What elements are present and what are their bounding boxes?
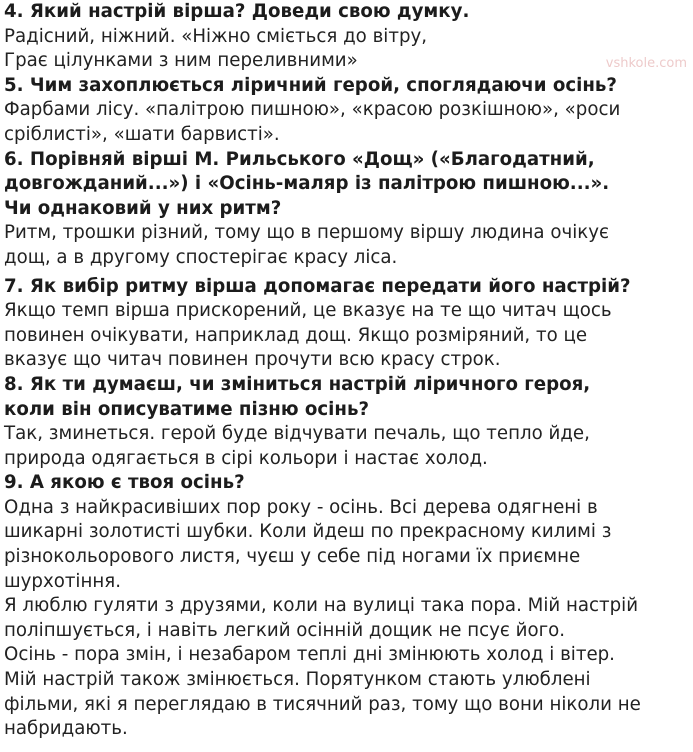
question-line: довгожданий...») і «Осінь-маляр із палітрою пишною...». [4, 173, 610, 195]
answer-line: Радісний, ніжний. «Ніжно сміється до вітру, [4, 25, 428, 47]
qa-section-7 [4, 275, 692, 373]
document-page [4, 0, 692, 742]
answer-line: Осінь - пора змін, і незабаром теплі дні змінюють холод і вітер. [4, 644, 615, 666]
answer-line: набридають. [4, 718, 128, 740]
watermark-text: vshkole.com [605, 56, 687, 71]
question-line: Чи однаковий у них ритм? [4, 197, 282, 219]
question-line: 5. Чим захоплюється ліричний герой, споглядаючи осінь? [4, 74, 617, 96]
answer-line: поліпшується, і навіть легкий осінній дощик не псує його. [4, 619, 566, 641]
question-line: 4. Який настрій вірша? Доведи свою думку. [4, 1, 470, 22]
answer-line: Одна з найкрасивіших пор року - осінь. Всі дерева одягнені в [4, 496, 598, 518]
question-line: 9. А якою є твоя осінь? [4, 472, 245, 494]
answer-line: Мій настрій також змінюється. Порятунком стають улюблені [4, 669, 591, 691]
answer-line: вказує що читач повинен прочути всю красу строк. [4, 349, 501, 371]
qa-section-6 [4, 148, 692, 271]
qa-section-5 [4, 74, 692, 148]
qa-section-9 [4, 471, 692, 742]
answer-line: фільми, які я переглядаю в тисячний раз, тому що вони ніколи не [4, 693, 641, 715]
qa-section-4 [4, 0, 692, 74]
answer-line: дощ, а в другому спостерігає красу ліса. [4, 246, 398, 268]
answer-line: повинен очікувати, наприклад дощ. Якщо розміряний, то це [4, 324, 588, 346]
answer-line: Грає цілунками з ним переливними» [4, 50, 358, 72]
answer-line: шурхотіння. [4, 570, 121, 592]
answer-line: Ритм, трошки різний, тому що в першому віршу людина очікує [4, 222, 610, 244]
question-line: 6. Порівняй вірші М. Рильського «Дощ» («Благодатний, [4, 148, 595, 170]
question-line: коли він описуватиме пізню осінь? [4, 398, 369, 420]
answer-line: Якщо темп вірша прискорений, це вказує на те що читач щось [4, 300, 612, 322]
question-line: 8. Як ти думаєш, чи зміниться настрій ліричного героя, [4, 373, 591, 395]
answer-line: різнокольорового листя, чуєш у себе під ногами їх приємне [4, 546, 581, 568]
answer-line: сріблисті», «шати барвисті». [4, 123, 280, 145]
question-line: 7. Як вибір ритму вірша допомагає передати його настрій? [4, 275, 631, 297]
qa-section-8 [4, 373, 692, 471]
answer-line: Фарбами лісу. «палітрою пишною», «красою розкішною», «роси [4, 99, 621, 121]
answer-line: Я люблю гуляти з друзями, коли на вулиці така пора. Мій настрій [4, 595, 639, 617]
answer-line: Так, зминеться. герой буде відчувати печаль, що тепло йде, [4, 423, 590, 445]
answer-line: природа одягається в сірі кольори і настає холод. [4, 447, 488, 469]
answer-line: шикарні золотисті шубки. Коли йдеш по прекрасному килимі з [4, 521, 612, 543]
